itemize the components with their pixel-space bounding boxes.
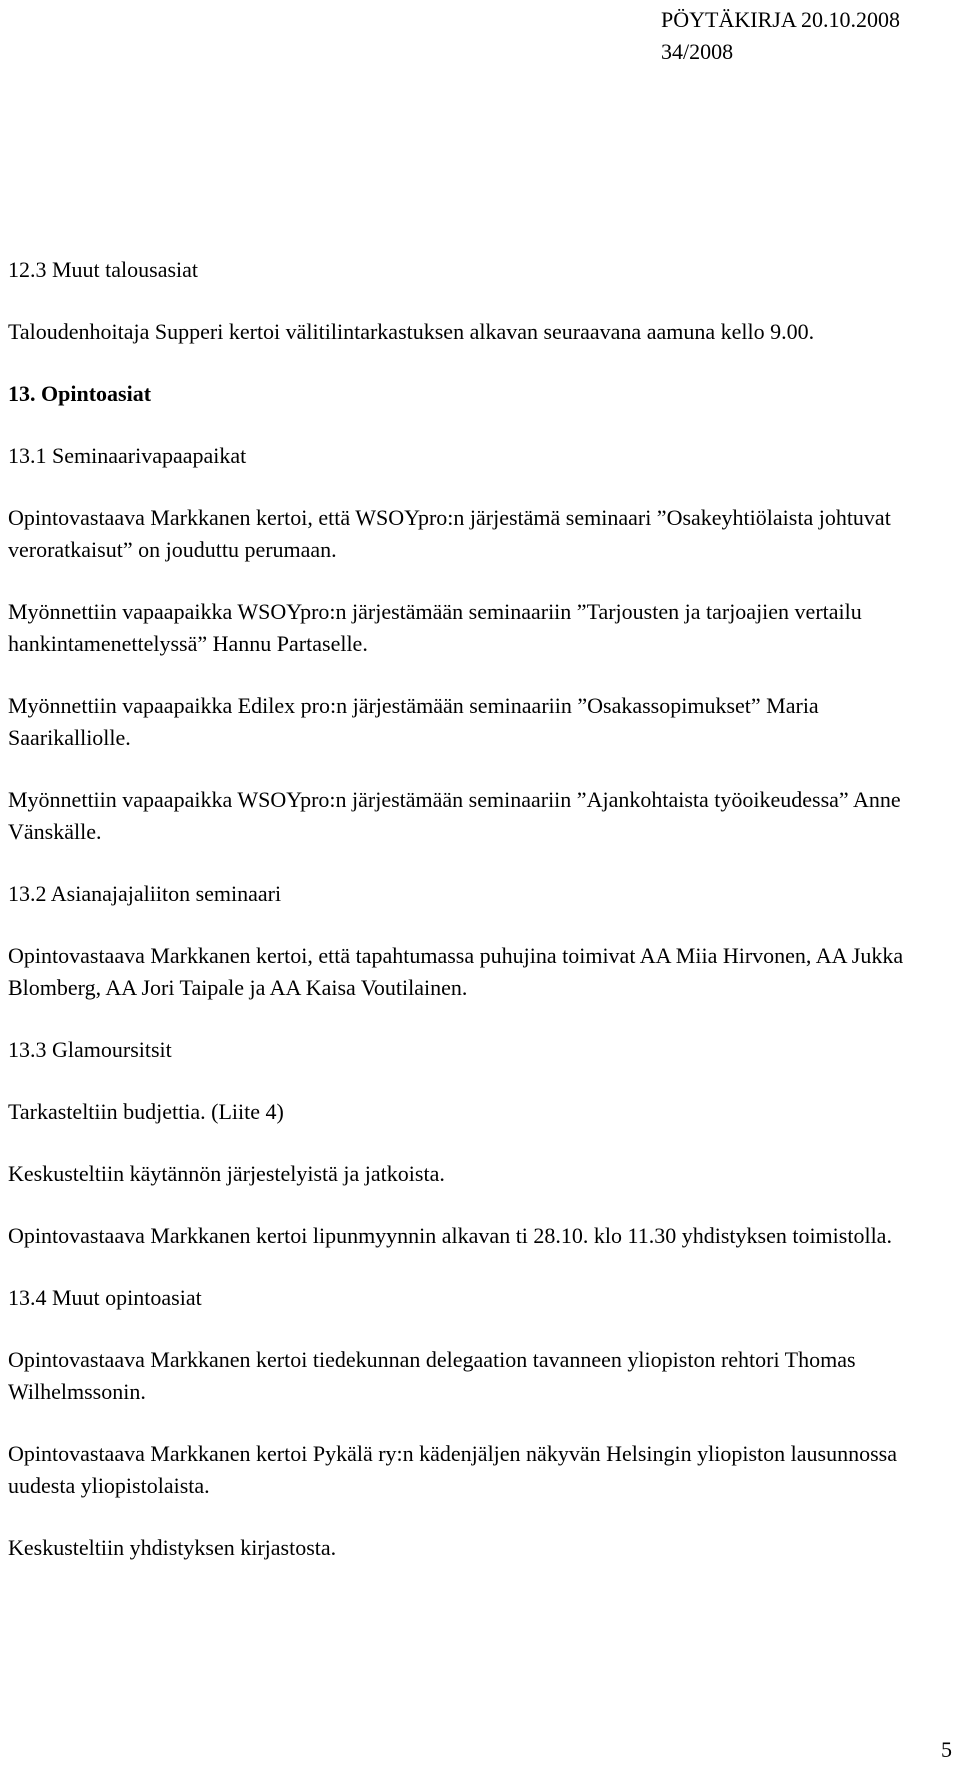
paragraph-library: Keskusteltiin yhdistyksen kirjastosta. xyxy=(8,1535,337,1560)
paragraph-free-place-3: Myönnettiin vapaapaikka WSOYpro:n järjestämään seminaariin ”Ajankohtaista työoikeudessa” Anne Vänskälle. xyxy=(8,787,901,844)
document-body xyxy=(8,254,943,1594)
section-heading-13-2: 13.2 Asianajajaliiton seminaari xyxy=(8,881,282,906)
paragraph-arrangements: Keskusteltiin käytännön järjestelyistä ja jatkoista. xyxy=(8,1161,445,1186)
section-heading-13-4: 13.4 Muut opintoasiat xyxy=(8,1285,202,1310)
paragraph-seminar-cancelled: Opintovastaava Markkanen kertoi, että WSOYpro:n järjestämä seminaari ”Osakeyhtiölaista johtuvat veroratkaisut” on jouduttu perumaan. xyxy=(8,505,891,562)
header-title: PÖYTÄKIRJA 20.10.2008 xyxy=(661,7,900,32)
header-number: 34/2008 xyxy=(661,39,734,64)
page-number: 5 xyxy=(941,1737,952,1762)
section-heading-13-3: 13.3 Glamoursitsit xyxy=(8,1037,172,1062)
section-heading-13: 13. Opintoasiat xyxy=(8,381,152,406)
paragraph-statement: Opintovastaava Markkanen kertoi Pykälä ry:n kädenjäljen näkyvän Helsingin yliopiston lausunnossa uudesta yliopistolaista. xyxy=(8,1441,897,1498)
paragraph-budget: Tarkasteltiin budjettia. (Liite 4) xyxy=(8,1099,284,1124)
paragraph-free-place-1: Myönnettiin vapaapaikka WSOYpro:n järjestämään seminaariin ”Tarjousten ja tarjoajien vertailu hankintamenettelyssä” Hannu Partaselle. xyxy=(8,599,862,656)
paragraph-delegation: Opintovastaava Markkanen kertoi tiedekunnan delegaation tavanneen yliopiston rehtori Thomas Wilhelmssonin. xyxy=(8,1347,856,1404)
paragraph-free-place-2: Myönnettiin vapaapaikka Edilex pro:n järjestämään seminaariin ”Osakassopimukset” Maria Saarikalliolle. xyxy=(8,693,819,750)
paragraph-audit: Taloudenhoitaja Supperi kertoi välitilintarkastuksen alkavan seuraavana aamuna kello 9.00. xyxy=(8,319,815,344)
document-header xyxy=(661,4,900,68)
paragraph-ticket-sales: Opintovastaava Markkanen kertoi lipunmyynnin alkavan ti 28.10. klo 11.30 yhdistyksen toimistolla. xyxy=(8,1223,892,1248)
section-heading-13-1: 13.1 Seminaarivapaapaikat xyxy=(8,443,247,468)
paragraph-speakers: Opintovastaava Markkanen kertoi, että tapahtumassa puhujina toimivat AA Miia Hirvonen, AA Jukka Blomberg, AA Jori Taipale ja AA Kaisa Voutilainen. xyxy=(8,943,904,1000)
section-heading-12-3: 12.3 Muut talousasiat xyxy=(8,257,199,282)
